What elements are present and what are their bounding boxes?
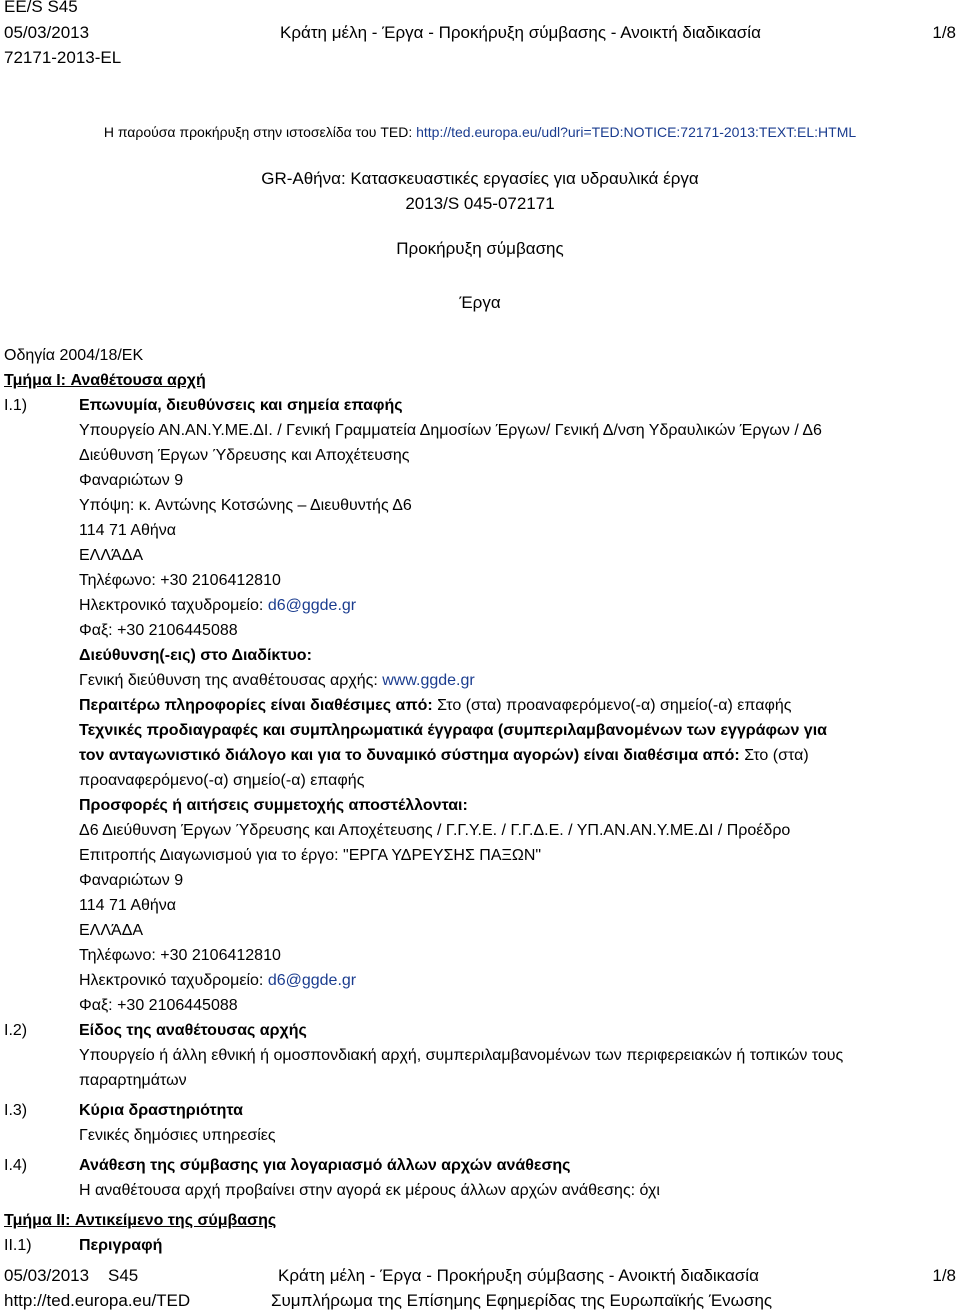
- further-info-label: Περαιτέρω πληροφορίες είναι διαθέσιμες από:: [79, 697, 438, 714]
- tenders-fax: [79, 993, 939, 1018]
- section-2-heading: Τμήμα II: Αντικείμενο της σύμβασης: [4, 1212, 277, 1229]
- email-link[interactable]: d6@ggde.gr: [267, 597, 357, 614]
- notice-id: 72171-2013-EL: [4, 48, 122, 67]
- footer-url-link[interactable]: http://ted.europa.eu/TED: [4, 1291, 191, 1310]
- authority-name-line1: Υπουργείο ΑΝ.ΑΝ.Υ.ΜΕ.ΔΙ. / Γενική Γραμματεία Δημοσίων Έργων/ Γενική Δ/νση Υδραυλικών Έργων / Δ6: [79, 422, 822, 439]
- specs-value-part2: προαναφερόμενο(-α) σημείο(-α) επαφής: [79, 772, 365, 789]
- i2-number: I.2): [4, 1022, 28, 1039]
- footer-title: Κράτη μέλη - Έργα - Προκήρυξη σύμβασης - Ανοικτή διαδικασία: [278, 1266, 759, 1285]
- further-info: [79, 693, 939, 718]
- notice-type: Προκήρυξη σύμβασης: [396, 239, 564, 258]
- specs-value-part1: Στο (στα): [744, 747, 809, 764]
- general-address-label: Γενική διεύθυνση της αναθέτουσας αρχής:: [79, 672, 383, 689]
- tenders-country: ΕΛΛΆΔΑ: [79, 922, 144, 939]
- footer-date: 05/03/2013: [4, 1266, 90, 1285]
- tenders-email-link[interactable]: d6@ggde.gr: [267, 972, 357, 989]
- page-footer: [0, 1263, 960, 1311]
- email-label: Ηλεκτρονικό ταχυδρομείο:: [79, 597, 268, 614]
- i3-block: [79, 1123, 939, 1148]
- authority-email: [79, 593, 939, 618]
- footer-date-series: [4, 1263, 138, 1288]
- fax-value: +30 2106445088: [117, 622, 238, 639]
- i3-number: I.3): [4, 1102, 28, 1119]
- notice-url-link[interactable]: http://ted.europa.eu/udl?uri=TED:NOTICE:72171-2013:TEXT:EL:HTML: [416, 124, 857, 140]
- tenders-street: Φαναριώτων 9: [79, 872, 184, 889]
- tenders-fax-label: Φαξ:: [79, 997, 118, 1014]
- i3-heading: Κύρια δραστηριότητα: [79, 1102, 243, 1119]
- authority-phone: [79, 568, 939, 593]
- authority-attention: Υπόψη: κ. Αντώνης Κοτσώνης – Διευθυντής Δ6: [79, 497, 412, 514]
- notice-main-title: GR-Αθήνα: Κατασκευαστικές εργασίες για υδραυλικά έργα: [261, 169, 699, 188]
- header-date: 05/03/2013: [4, 23, 90, 42]
- fax-label: Φαξ:: [79, 622, 118, 639]
- tenders-email-label: Ηλεκτρονικό ταχυδρομείο:: [79, 972, 268, 989]
- authority-name-line2: Διεύθυνση Έργων Ύδρευσης και Αποχέτευσης: [79, 447, 410, 464]
- footer-subtitle: Συμπλήρωμα της Επίσημης Εφημερίδας της Ευρωπαϊκής Ένωσης: [271, 1291, 773, 1310]
- i2-heading: Είδος της αναθέτουσας αρχής: [79, 1022, 307, 1039]
- ii1-heading: Περιγραφή: [79, 1237, 163, 1254]
- general-address-link[interactable]: www.ggde.gr: [382, 672, 475, 689]
- internet-heading: Διεύθυνση(-εις) στο Διαδίκτυο:: [79, 647, 312, 664]
- tenders-phone-value: +30 2106412810: [160, 947, 281, 964]
- notice-ref: 2013/S 045-072171: [405, 194, 555, 213]
- tenders-phone: [79, 943, 939, 968]
- tenders-phone-label: Τηλέφωνο:: [79, 947, 161, 964]
- tenders-line2: Επιτροπής Διαγωνισμού για το έργο: "ΕΡΓΑ ΥΔΡΕΥΣΗΣ ΠΑΞΩΝ": [79, 847, 542, 864]
- header-title: Κράτη μέλη - Έργα - Προκήρυξη σύμβασης - Ανοικτή διαδικασία: [280, 23, 761, 42]
- i4-block: [79, 1178, 939, 1203]
- general-address: [79, 668, 939, 693]
- header-page: 1/8: [932, 23, 956, 42]
- tenders-line1: Δ6 Διεύθυνση Έργων Ύδρευσης και Αποχέτευσης / Γ.Γ.Υ.Ε. / Γ.Γ.Δ.Ε. / ΥΠ.ΑΝ.ΑΝ.Υ.ΜΕ.ΔΙ / Προέδρο: [79, 822, 791, 839]
- doc-ref: EE/S S45: [4, 0, 78, 16]
- i1-number: I.1): [4, 397, 28, 414]
- authority-city: 114 71 Αθήνα: [79, 522, 177, 539]
- tenders-city: 114 71 Αθήνα: [79, 897, 177, 914]
- authority-fax: [79, 618, 939, 643]
- notice-category: Έργα: [459, 293, 501, 312]
- section-1-heading: Τμήμα I: Αναθέτουσα αρχή: [4, 372, 206, 389]
- intro-line: [0, 120, 960, 145]
- authority-country: ΕΛΛΆΔΑ: [79, 547, 144, 564]
- specs-label-line2: τον ανταγωνιστικό διάλογο και για το δυναμικό σύστημα αγορών) είναι διαθέσιμα από:: [79, 747, 745, 764]
- i4-heading: Ανάθεση της σύμβασης για λογαριασμό άλλων αρχών ανάθεσης: [79, 1157, 571, 1174]
- further-info-value: Στο (στα) προαναφερόμενο(-α) σημείο(-α) επαφής: [437, 697, 792, 714]
- phone-value: +30 2106412810: [160, 572, 281, 589]
- i2-block: [79, 1043, 939, 1093]
- tenders-email: [79, 968, 939, 993]
- i4-number: I.4): [4, 1157, 28, 1174]
- ii1-number: II.1): [4, 1237, 32, 1254]
- page-header: [0, 0, 960, 70]
- i1-contact-block: [79, 418, 939, 1018]
- tenders-fax-value: +30 2106445088: [117, 997, 238, 1014]
- intro-text: Η παρούσα προκήρυξη στην ιστοσελίδα του TED:: [103, 124, 417, 140]
- tenders-heading: Προσφορές ή αιτήσεις συμμετοχής αποστέλλονται:: [79, 797, 468, 814]
- footer-page: 1/8: [932, 1266, 956, 1285]
- specs-label-line1: Τεχνικές προδιαγραφές και συμπληρωματικά έγγραφα (συμπεριλαμβανομένων των εγγράφων για: [79, 722, 827, 739]
- i3-line1: Γενικές δημόσιες υπηρεσίες: [79, 1127, 276, 1144]
- i2-line1: Υπουργείο ή άλλη εθνική ή ομοσπονδιακή αρχή, συμπεριλαμβανομένων των περιφερειακών ή τοπικών τους: [79, 1047, 844, 1064]
- specs-line2: [79, 743, 939, 768]
- i4-line1: Η αναθέτουσα αρχή προβαίνει στην αγορά εκ μέρους άλλων αρχών ανάθεσης: όχι: [79, 1182, 660, 1199]
- authority-street: Φαναριώτων 9: [79, 472, 184, 489]
- directive: Οδηγία 2004/18/ΕΚ: [4, 347, 144, 364]
- i2-line2: παραρτημάτων: [79, 1072, 187, 1089]
- footer-series: S45: [108, 1266, 139, 1285]
- phone-label: Τηλέφωνο:: [79, 572, 161, 589]
- i1-heading: Επωνυμία, διευθύνσεις και σημεία επαφής: [79, 397, 403, 414]
